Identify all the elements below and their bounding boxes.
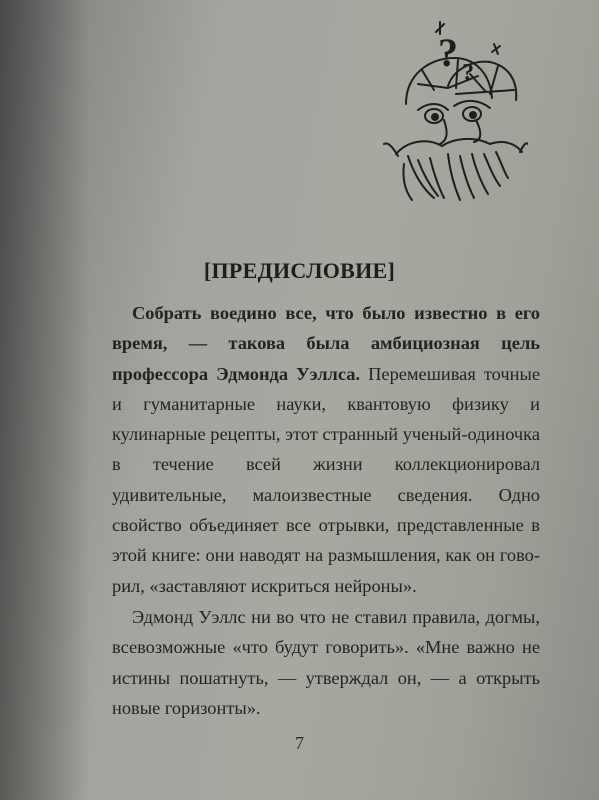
small-question-mark-icon: ?: [462, 60, 474, 86]
body-text: [112, 298, 540, 723]
bearded-heads-illustration-icon: [378, 14, 528, 204]
chapter-heading: [ПРЕДИСЛОВИЕ]: [203, 258, 396, 283]
paragraph-1-rest: Перемешивая точные и гуманитарные науки, квантовую физику и кулинарные рецепты, этот странный ученый-одиночка в течение всей жизни коллекционировал удивительные, малоизвестные сведения. Одно свойство объединяет все отрывки, представленные в этой книге: они наводят на размышления, как он говорил, «заставляют искриться нейроны».: [112, 363, 540, 596]
paragraph-1-bold: Собрать воедино все, что было известно в его время, — такова была амбициозная цель профессора Эдмонда Уэллса.: [112, 303, 540, 384]
page-number: 7: [295, 733, 304, 753]
paragraph-2: Эдмонд Уэллс ни во что не ставил правила, догмы, всевозможные «что будут говорить». «Мне важно не истины пошатнуть, — утверждал он, — а открыть новые горизонты».: [112, 606, 540, 718]
question-mark-icon: ?: [438, 30, 458, 75]
page-shadow: [0, 0, 90, 800]
paragraph-1: [112, 298, 540, 601]
